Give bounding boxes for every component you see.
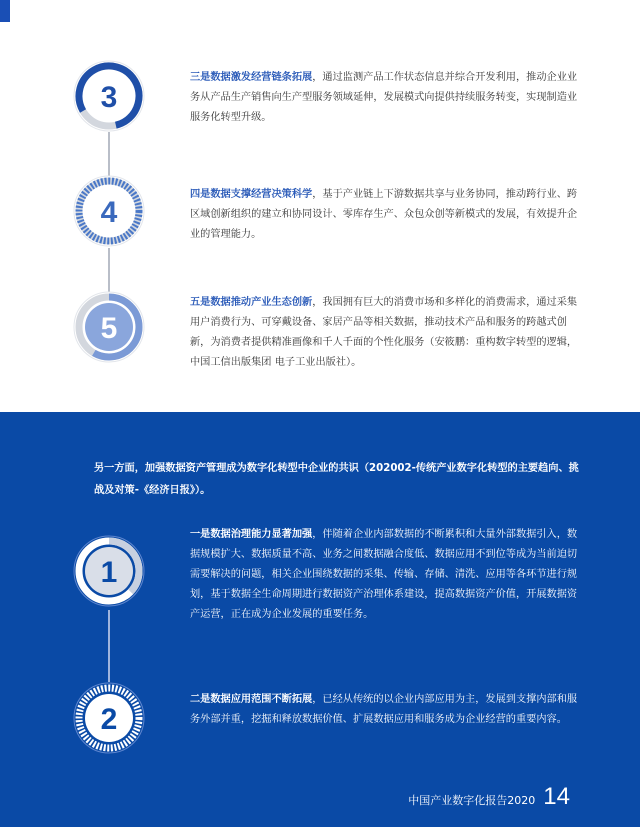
step-badge-2 bbox=[73, 682, 145, 754]
paragraph-item-5 bbox=[190, 293, 578, 373]
step-number: 5 bbox=[100, 312, 118, 345]
highlight-text: 四是数据支撑经营决策科学 bbox=[190, 189, 313, 200]
step-badge-4 bbox=[73, 175, 145, 247]
body-text: ，伴随着企业内部数据的不断累积和大量外部数据引入，数据规模扩大、数据质量不高、业务之间数据融合度低、数据应用不到位等成为当前迫切需要解决的问题，相关企业围绕数据的采集、传输、存储、清洗、应用等各环节进行规划，基于数据全生命周期进行数据资产治理体系建设，提高数据资产价值，开展数据资产运营，正在成为企业发展的重要任务。 bbox=[190, 529, 578, 620]
step-badge-5 bbox=[73, 291, 145, 363]
step-number: 3 bbox=[100, 81, 118, 114]
accent-bar bbox=[0, 0, 10, 22]
paragraph-item-1 bbox=[190, 525, 578, 625]
body-text: ，基于产业链上下游数据共享与业务协同，推动跨行业、跨区域创新组织的建立和协同设计、零库存生产、众包众创等新模式的发展，有效提升企业的管理能力。 bbox=[190, 189, 578, 240]
paragraph-item-2 bbox=[190, 690, 578, 730]
body-text: ，已经从传统的以企业内部应用为主，发展到支撑内部和服务外部并重，挖掘和释放数据价值、扩展数据应用和服务成为企业经营的重要内容。 bbox=[190, 694, 578, 725]
highlight-text: 一是数据治理能力显著加强 bbox=[190, 529, 313, 540]
step-number: 1 bbox=[100, 556, 118, 589]
connector-line bbox=[108, 248, 110, 292]
paragraph-item-3 bbox=[190, 68, 578, 128]
body-text: ，我国拥有巨大的消费市场和多样化的消费需求，通过采集用户消费行为、可穿戴设备、家居产品等相关数据，推动技术产品和服务的跨越式创新，为消费者提供精准画像和千人千面的个性化服务（安筱鹏：重构数字转型的逻辑，中国工信出版集团 电子工业出版社）。 bbox=[190, 297, 578, 368]
body-text: ，通过监测产品工作状态信息并综合开发利用，推动企业业务从产品生产销售向生产型服务领域延伸，发展模式向提供持续服务转变，实现制造业服务化转型升级。 bbox=[190, 72, 578, 123]
page-footer bbox=[408, 783, 570, 811]
step-badge-1 bbox=[73, 535, 145, 607]
report-title: 中国产业数字化报告2020 bbox=[408, 794, 536, 807]
connector-line bbox=[108, 610, 110, 682]
connector-line bbox=[108, 132, 110, 176]
paragraph-item-4 bbox=[190, 185, 578, 245]
step-badge-3 bbox=[73, 60, 145, 132]
highlight-text: 二是数据应用范围不断拓展 bbox=[190, 694, 313, 705]
step-number: 4 bbox=[100, 196, 118, 229]
intro-paragraph: 另一方面，加强数据资产管理成为数字化转型中企业的共识（202002-传统产业数字化转型的主要趋向、挑战及对策-《经济日报》）。 bbox=[94, 463, 579, 496]
highlight-text: 三是数据激发经营链条拓展 bbox=[190, 72, 313, 83]
step-number: 2 bbox=[100, 703, 118, 736]
page-number: 14 bbox=[543, 783, 570, 810]
highlight-text: 五是数据推动产业生态创新 bbox=[190, 297, 313, 308]
